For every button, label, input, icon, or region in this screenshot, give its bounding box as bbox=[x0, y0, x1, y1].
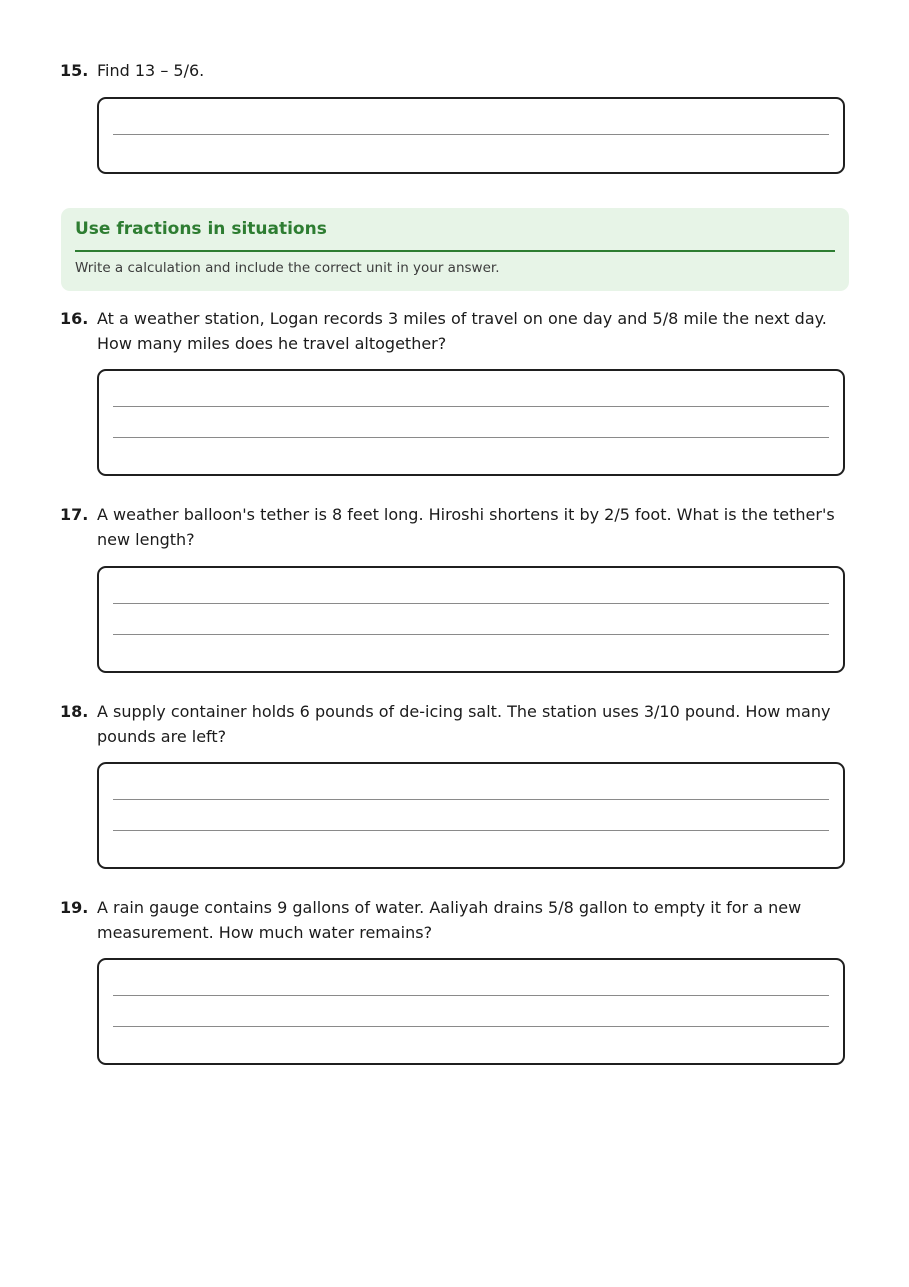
section-title: Use fractions in situations bbox=[75, 219, 327, 239]
question-text: A supply container holds 6 pounds of de-icing salt. The station uses 3/10 pound. How many pounds are left? bbox=[97, 702, 831, 746]
answer-line bbox=[113, 634, 829, 635]
answer-box-19[interactable] bbox=[97, 958, 845, 1065]
question-number: 18. bbox=[60, 702, 89, 721]
section-header bbox=[61, 208, 849, 291]
section-divider bbox=[75, 250, 835, 252]
answer-line bbox=[113, 406, 829, 407]
answer-line bbox=[113, 995, 829, 996]
answer-box-17[interactable] bbox=[97, 566, 845, 673]
question-number: 16. bbox=[60, 309, 89, 328]
question-number: 17. bbox=[60, 505, 89, 524]
answer-line bbox=[113, 134, 829, 135]
answer-line bbox=[113, 1026, 829, 1027]
question-text: At a weather station, Logan records 3 miles of travel on one day and 5/8 mile the next day. How many miles does he travel altogether? bbox=[97, 309, 827, 353]
question-text: A weather balloon's tether is 8 feet long. Hiroshi shortens it by 2/5 foot. What is the tether's new length? bbox=[97, 505, 835, 549]
answer-box-15[interactable] bbox=[97, 97, 845, 174]
answer-line bbox=[113, 437, 829, 438]
question-text: Find 13 – 5/6. bbox=[97, 61, 205, 80]
question-number: 15. bbox=[60, 61, 89, 80]
section-instruction: Write a calculation and include the correct unit in your answer. bbox=[75, 260, 500, 276]
answer-box-18[interactable] bbox=[97, 762, 845, 869]
question-text: A rain gauge contains 9 gallons of water. Aaliyah drains 5/8 gallon to empty it for a new measurement. How much water remains? bbox=[97, 898, 802, 942]
answer-line bbox=[113, 603, 829, 604]
answer-line bbox=[113, 799, 829, 800]
answer-box-16[interactable] bbox=[97, 369, 845, 476]
question-number: 19. bbox=[60, 898, 89, 917]
answer-line bbox=[113, 830, 829, 831]
